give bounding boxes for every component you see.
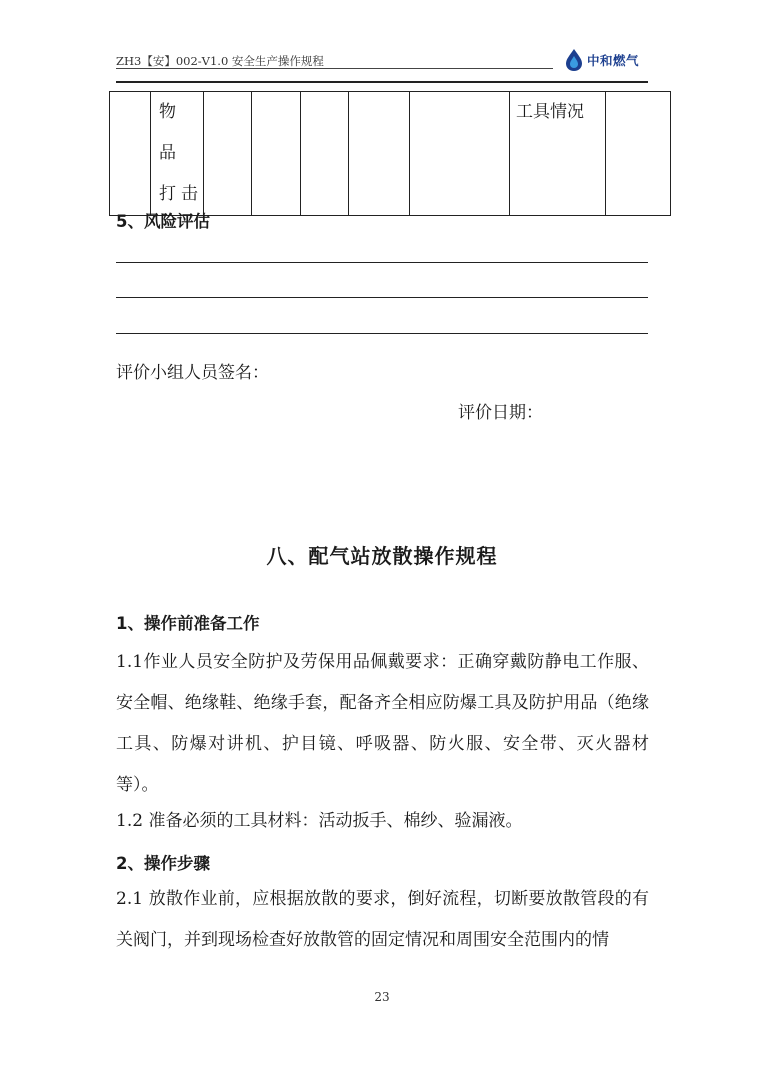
table-cell: [252, 92, 301, 216]
table-cell: [606, 92, 671, 216]
table-cell: [349, 92, 410, 216]
risk-table-fragment: [109, 91, 671, 216]
company-logo: [563, 48, 653, 72]
table-cell: [301, 92, 349, 216]
table-cell: [204, 92, 252, 216]
blank-line: [116, 333, 648, 334]
risk-assessment-heading: 5、风险评估: [116, 212, 210, 231]
page-number: 23: [374, 990, 390, 1004]
blank-line: [116, 262, 648, 263]
blank-line: [116, 297, 648, 298]
document-code: ZH3【安】002-V1.0 安全生产操作规程: [116, 54, 324, 68]
header-underline: [116, 68, 553, 69]
table-cell: [110, 92, 151, 216]
signature-label: 评价小组人员签名：: [116, 363, 269, 383]
paragraph-1-2: 1.2 准备必须的工具材料：活动扳手、棉纱、验漏液。: [116, 811, 523, 831]
table-cell: [510, 92, 606, 216]
header-rule: [116, 81, 648, 83]
paragraph-1-1: 1.1作业人员安全防护及劳保用品佩戴要求：正确穿戴防静电工作服、安全帽、绝缘鞋、绝缘手套，配备齐全相应防爆工具及防护用品（绝缘工具、防爆对讲机、护目镜、呼吸器、防火服、安全带、灭火器材等）。: [116, 652, 649, 795]
prep-heading: 1、操作前准备工作: [116, 614, 260, 633]
hazard-item-line2: 打击: [159, 184, 203, 204]
section-title: 八、配气站放散操作规程: [266, 544, 498, 568]
paragraph-2-1: 2.1 放散作业前，应根据放散的要求，倒好流程，切断要放散管段的有关阀门，并到现场检查好放散管的固定情况和周围安全范围内的情: [116, 889, 649, 950]
steps-heading: 2、操作步骤: [116, 854, 210, 873]
tool-status-text: 工具情况: [516, 102, 584, 122]
date-label: 评价日期：: [458, 403, 543, 423]
table-cell: [151, 92, 204, 216]
logo-text: 中和燃气: [587, 53, 640, 68]
flame-drop-icon: [563, 48, 585, 72]
table-row: [110, 92, 671, 216]
hazard-item-line1: 物 品: [159, 102, 181, 163]
table-cell: [410, 92, 510, 216]
